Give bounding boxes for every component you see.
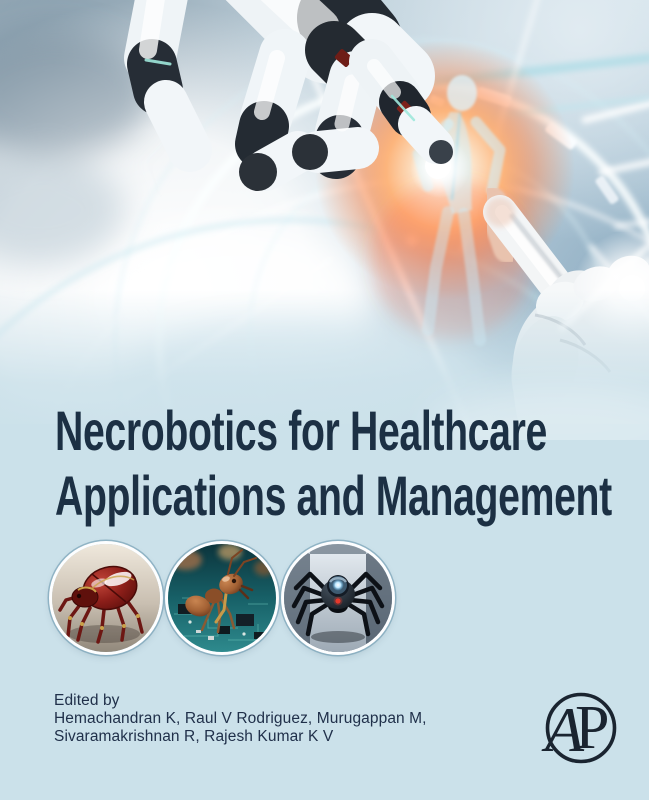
spider-robot-thumb: [284, 544, 392, 652]
editors-block: [54, 692, 427, 746]
title-line-1: Necrobotics for Healthcare: [55, 399, 547, 462]
logo-letter-p: P: [575, 694, 610, 762]
title-line-2: Applications and Management: [55, 464, 612, 527]
logo-letter-a: A: [545, 694, 585, 765]
edited-by-label: Edited by: [54, 692, 120, 709]
robotic-ant-on-circuit-thumb: [168, 544, 276, 652]
academic-press-logo: [541, 688, 621, 768]
robotic-beetle-thumb: [52, 544, 160, 652]
editors-names-line-1: Hemachandran K, Raul V Rodriguez, Murugappan M,: [54, 710, 427, 727]
editors-names-line-2: Sivaramakrishnan R, Rajesh Kumar K V: [54, 728, 334, 745]
book-title: [55, 398, 649, 528]
